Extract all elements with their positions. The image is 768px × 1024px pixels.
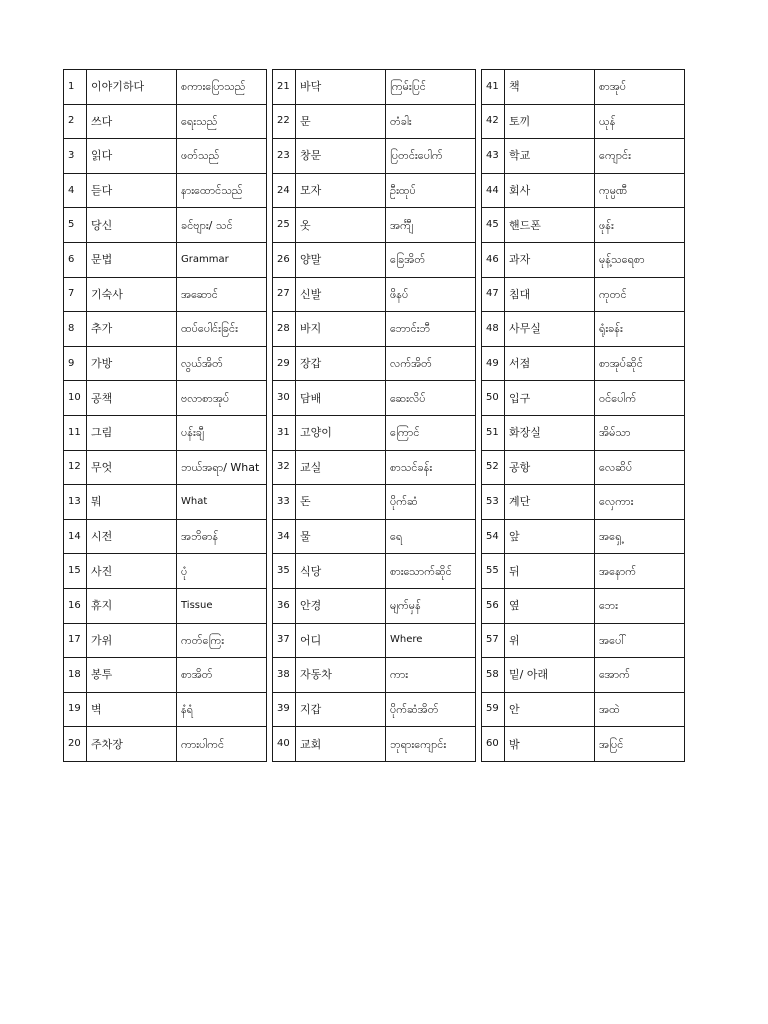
table-row bbox=[64, 381, 267, 416]
row-number: 16 bbox=[64, 588, 87, 623]
row-number: 14 bbox=[64, 519, 87, 554]
row-number: 24 bbox=[273, 173, 296, 208]
row-number: 38 bbox=[273, 658, 296, 693]
row-number: 5 bbox=[64, 208, 87, 243]
korean-word: 휴지 bbox=[87, 588, 177, 623]
myanmar-translation: အင်္ကျီ bbox=[386, 208, 476, 243]
korean-word: 당신 bbox=[87, 208, 177, 243]
korean-word: 화장실 bbox=[505, 415, 595, 450]
korean-word: 양말 bbox=[296, 242, 386, 277]
table-row bbox=[273, 519, 476, 554]
korean-word: 봉투 bbox=[87, 658, 177, 693]
korean-word: 문 bbox=[296, 104, 386, 139]
myanmar-translation: What bbox=[177, 485, 267, 520]
row-number: 58 bbox=[482, 658, 505, 693]
korean-word: 바닥 bbox=[296, 70, 386, 105]
table-row bbox=[64, 104, 267, 139]
korean-word: 사무실 bbox=[505, 312, 595, 347]
myanmar-translation: စာအုပ် bbox=[595, 70, 685, 105]
korean-word: 듣다 bbox=[87, 173, 177, 208]
table-row bbox=[273, 277, 476, 312]
row-number: 57 bbox=[482, 623, 505, 658]
row-number: 26 bbox=[273, 242, 296, 277]
myanmar-translation: ရေးသည် bbox=[177, 104, 267, 139]
table-row bbox=[273, 139, 476, 174]
korean-word: 책 bbox=[505, 70, 595, 105]
table-row bbox=[64, 139, 267, 174]
korean-word: 사진 bbox=[87, 554, 177, 589]
row-number: 10 bbox=[64, 381, 87, 416]
myanmar-translation: ပုံ bbox=[177, 554, 267, 589]
table-row bbox=[273, 242, 476, 277]
table-row bbox=[64, 519, 267, 554]
myanmar-translation: ဘေး bbox=[595, 588, 685, 623]
korean-word: 이야기하다 bbox=[87, 70, 177, 105]
row-number: 59 bbox=[482, 692, 505, 727]
row-number: 28 bbox=[273, 312, 296, 347]
korean-word: 벽 bbox=[87, 692, 177, 727]
myanmar-translation: နားထောင်သည် bbox=[177, 173, 267, 208]
korean-word: 계단 bbox=[505, 485, 595, 520]
myanmar-translation: ပိုက်ဆံအိတ် bbox=[386, 692, 476, 727]
myanmar-translation: ဖတ်သည် bbox=[177, 139, 267, 174]
row-number: 55 bbox=[482, 554, 505, 589]
row-number: 41 bbox=[482, 70, 505, 105]
myanmar-translation: အနောက် bbox=[595, 554, 685, 589]
korean-word: 교실 bbox=[296, 450, 386, 485]
korean-word: 옆 bbox=[505, 588, 595, 623]
table-row bbox=[482, 692, 685, 727]
korean-word: 돈 bbox=[296, 485, 386, 520]
myanmar-translation: ဆေးလိပ် bbox=[386, 381, 476, 416]
row-number: 46 bbox=[482, 242, 505, 277]
myanmar-translation: ကတ်ကြေး bbox=[177, 623, 267, 658]
myanmar-translation: ထပ်ပေါင်းခြင်း bbox=[177, 312, 267, 347]
table-row bbox=[273, 173, 476, 208]
row-number: 35 bbox=[273, 554, 296, 589]
row-number: 11 bbox=[64, 415, 87, 450]
myanmar-translation: အဆောင် bbox=[177, 277, 267, 312]
table-row bbox=[482, 381, 685, 416]
table-row bbox=[482, 519, 685, 554]
table-row bbox=[482, 450, 685, 485]
myanmar-translation: ဘယ်အရာ/ What bbox=[177, 450, 267, 485]
korean-word: 뭐 bbox=[87, 485, 177, 520]
table-row bbox=[273, 727, 476, 762]
myanmar-translation: ကား bbox=[386, 658, 476, 693]
table-row bbox=[273, 485, 476, 520]
table-row bbox=[482, 346, 685, 381]
korean-word: 읽다 bbox=[87, 139, 177, 174]
row-number: 49 bbox=[482, 346, 505, 381]
korean-word: 추가 bbox=[87, 312, 177, 347]
table-row bbox=[482, 485, 685, 520]
myanmar-translation: တံခါး bbox=[386, 104, 476, 139]
table-row bbox=[273, 346, 476, 381]
table-row bbox=[64, 727, 267, 762]
table-row bbox=[273, 208, 476, 243]
table-row bbox=[482, 588, 685, 623]
table-row bbox=[273, 692, 476, 727]
korean-word: 안 bbox=[505, 692, 595, 727]
myanmar-translation: ကြောင် bbox=[386, 415, 476, 450]
row-number: 1 bbox=[64, 70, 87, 105]
table-row bbox=[64, 312, 267, 347]
table-row bbox=[64, 173, 267, 208]
korean-word: 바지 bbox=[296, 312, 386, 347]
row-number: 42 bbox=[482, 104, 505, 139]
korean-word: 안경 bbox=[296, 588, 386, 623]
table-row bbox=[273, 70, 476, 105]
table-row bbox=[64, 554, 267, 589]
korean-word: 문법 bbox=[87, 242, 177, 277]
myanmar-translation: Tissue bbox=[177, 588, 267, 623]
korean-word: 옷 bbox=[296, 208, 386, 243]
myanmar-translation: စားသောက်ဆိုင် bbox=[386, 554, 476, 589]
table-row bbox=[482, 277, 685, 312]
row-number: 3 bbox=[64, 139, 87, 174]
myanmar-translation: ဗလာစာအုပ် bbox=[177, 381, 267, 416]
row-number: 32 bbox=[273, 450, 296, 485]
row-number: 8 bbox=[64, 312, 87, 347]
myanmar-translation: ခင်ဗျား/ သင် bbox=[177, 208, 267, 243]
korean-word: 무엇 bbox=[87, 450, 177, 485]
table-row bbox=[64, 485, 267, 520]
row-number: 43 bbox=[482, 139, 505, 174]
korean-word: 시전 bbox=[87, 519, 177, 554]
row-number: 19 bbox=[64, 692, 87, 727]
myanmar-translation: ဘောင်းဘီ bbox=[386, 312, 476, 347]
korean-word: 가방 bbox=[87, 346, 177, 381]
myanmar-translation: စာအိတ် bbox=[177, 658, 267, 693]
myanmar-translation: အပြင် bbox=[595, 727, 685, 762]
table-row bbox=[482, 139, 685, 174]
row-number: 51 bbox=[482, 415, 505, 450]
table-row bbox=[64, 346, 267, 381]
myanmar-translation: ကျောင်း bbox=[595, 139, 685, 174]
row-number: 56 bbox=[482, 588, 505, 623]
row-number: 27 bbox=[273, 277, 296, 312]
korean-word: 창문 bbox=[296, 139, 386, 174]
table-row bbox=[273, 658, 476, 693]
korean-word: 토끼 bbox=[505, 104, 595, 139]
korean-word: 고양이 bbox=[296, 415, 386, 450]
table-row bbox=[273, 554, 476, 589]
myanmar-translation: မုန့်သရေစာ bbox=[595, 242, 685, 277]
row-number: 53 bbox=[482, 485, 505, 520]
table-row bbox=[482, 208, 685, 243]
row-number: 15 bbox=[64, 554, 87, 589]
korean-word: 장갑 bbox=[296, 346, 386, 381]
korean-word: 서점 bbox=[505, 346, 595, 381]
vocab-table-1 bbox=[63, 69, 267, 762]
table-row bbox=[64, 242, 267, 277]
myanmar-translation: Where bbox=[386, 623, 476, 658]
row-number: 60 bbox=[482, 727, 505, 762]
row-number: 12 bbox=[64, 450, 87, 485]
table-row bbox=[482, 623, 685, 658]
myanmar-translation: နံရံ bbox=[177, 692, 267, 727]
table-row bbox=[273, 312, 476, 347]
korean-word: 입구 bbox=[505, 381, 595, 416]
table-row bbox=[64, 450, 267, 485]
myanmar-translation: ကုတင် bbox=[595, 277, 685, 312]
row-number: 54 bbox=[482, 519, 505, 554]
korean-word: 주차장 bbox=[87, 727, 177, 762]
myanmar-translation: အထဲ bbox=[595, 692, 685, 727]
vocab-table-2 bbox=[272, 69, 476, 762]
myanmar-translation: အောက် bbox=[595, 658, 685, 693]
myanmar-translation: မျက်မှန် bbox=[386, 588, 476, 623]
table-row bbox=[273, 450, 476, 485]
myanmar-translation: ပိုက်ဆံ bbox=[386, 485, 476, 520]
myanmar-translation: ရေ bbox=[386, 519, 476, 554]
myanmar-translation: ဘုရားကျောင်း bbox=[386, 727, 476, 762]
row-number: 48 bbox=[482, 312, 505, 347]
row-number: 6 bbox=[64, 242, 87, 277]
myanmar-translation: ကြမ်းပြင် bbox=[386, 70, 476, 105]
korean-word: 침대 bbox=[505, 277, 595, 312]
korean-word: 위 bbox=[505, 623, 595, 658]
korean-word: 가위 bbox=[87, 623, 177, 658]
korean-word: 교회 bbox=[296, 727, 386, 762]
myanmar-translation: အိမ်သာ bbox=[595, 415, 685, 450]
myanmar-translation: လေဆိပ် bbox=[595, 450, 685, 485]
row-number: 9 bbox=[64, 346, 87, 381]
table-row bbox=[482, 104, 685, 139]
row-number: 13 bbox=[64, 485, 87, 520]
row-number: 30 bbox=[273, 381, 296, 416]
korean-word: 뒤 bbox=[505, 554, 595, 589]
table-row bbox=[64, 70, 267, 105]
table-row bbox=[273, 415, 476, 450]
myanmar-translation: ဝင်ပေါက် bbox=[595, 381, 685, 416]
table-row bbox=[482, 242, 685, 277]
row-number: 40 bbox=[273, 727, 296, 762]
row-number: 47 bbox=[482, 277, 505, 312]
table-row bbox=[273, 104, 476, 139]
table-row bbox=[482, 658, 685, 693]
korean-word: 그림 bbox=[87, 415, 177, 450]
row-number: 34 bbox=[273, 519, 296, 554]
myanmar-translation: လှေကား bbox=[595, 485, 685, 520]
myanmar-translation: လက်အိတ် bbox=[386, 346, 476, 381]
korean-word: 쓰다 bbox=[87, 104, 177, 139]
row-number: 20 bbox=[64, 727, 87, 762]
row-number: 52 bbox=[482, 450, 505, 485]
row-number: 33 bbox=[273, 485, 296, 520]
korean-word: 과자 bbox=[505, 242, 595, 277]
row-number: 39 bbox=[273, 692, 296, 727]
myanmar-translation: အဘိဓာန် bbox=[177, 519, 267, 554]
table-row bbox=[482, 70, 685, 105]
myanmar-translation: အပေါ် bbox=[595, 623, 685, 658]
table-row bbox=[273, 588, 476, 623]
table-row bbox=[64, 277, 267, 312]
korean-word: 지갑 bbox=[296, 692, 386, 727]
row-number: 25 bbox=[273, 208, 296, 243]
myanmar-translation: ယုန် bbox=[595, 104, 685, 139]
korean-word: 공책 bbox=[87, 381, 177, 416]
table-row bbox=[482, 415, 685, 450]
table-row bbox=[482, 727, 685, 762]
vocabulary-tables bbox=[63, 69, 685, 762]
row-number: 31 bbox=[273, 415, 296, 450]
table-row bbox=[64, 415, 267, 450]
table-row bbox=[64, 588, 267, 623]
row-number: 44 bbox=[482, 173, 505, 208]
row-number: 18 bbox=[64, 658, 87, 693]
korean-word: 앞 bbox=[505, 519, 595, 554]
table-row bbox=[482, 173, 685, 208]
row-number: 22 bbox=[273, 104, 296, 139]
myanmar-translation: စကားပြောသည် bbox=[177, 70, 267, 105]
table-row bbox=[64, 658, 267, 693]
korean-word: 담배 bbox=[296, 381, 386, 416]
table-row bbox=[273, 623, 476, 658]
row-number: 23 bbox=[273, 139, 296, 174]
korean-word: 공항 bbox=[505, 450, 595, 485]
myanmar-translation: Grammar bbox=[177, 242, 267, 277]
table-row bbox=[64, 623, 267, 658]
row-number: 36 bbox=[273, 588, 296, 623]
table-row bbox=[482, 554, 685, 589]
row-number: 17 bbox=[64, 623, 87, 658]
korean-word: 핸드폰 bbox=[505, 208, 595, 243]
table-row bbox=[64, 692, 267, 727]
korean-word: 어디 bbox=[296, 623, 386, 658]
myanmar-translation: ပန်းချီ bbox=[177, 415, 267, 450]
row-number: 50 bbox=[482, 381, 505, 416]
row-number: 4 bbox=[64, 173, 87, 208]
korean-word: 모자 bbox=[296, 173, 386, 208]
myanmar-translation: ခြေအိတ် bbox=[386, 242, 476, 277]
row-number: 37 bbox=[273, 623, 296, 658]
vocab-table-3 bbox=[481, 69, 685, 762]
myanmar-translation: ရုံးခန်း bbox=[595, 312, 685, 347]
row-number: 21 bbox=[273, 70, 296, 105]
row-number: 29 bbox=[273, 346, 296, 381]
row-number: 45 bbox=[482, 208, 505, 243]
myanmar-translation: ပြတင်းပေါက် bbox=[386, 139, 476, 174]
row-number: 2 bbox=[64, 104, 87, 139]
myanmar-translation: ဖုန်း bbox=[595, 208, 685, 243]
row-number: 7 bbox=[64, 277, 87, 312]
korean-word: 회사 bbox=[505, 173, 595, 208]
myanmar-translation: ကုမ္ပဏီ bbox=[595, 173, 685, 208]
table-row bbox=[64, 208, 267, 243]
myanmar-translation: စာသင်ခန်း bbox=[386, 450, 476, 485]
myanmar-translation: ကားပါကင် bbox=[177, 727, 267, 762]
korean-word: 물 bbox=[296, 519, 386, 554]
korean-word: 식당 bbox=[296, 554, 386, 589]
korean-word: 자동차 bbox=[296, 658, 386, 693]
korean-word: 밖 bbox=[505, 727, 595, 762]
korean-word: 기숙사 bbox=[87, 277, 177, 312]
table-row bbox=[482, 312, 685, 347]
myanmar-translation: ဦးထုပ် bbox=[386, 173, 476, 208]
myanmar-translation: ဖိနပ် bbox=[386, 277, 476, 312]
table-row bbox=[273, 381, 476, 416]
korean-word: 학교 bbox=[505, 139, 595, 174]
myanmar-translation: အရှေ့ bbox=[595, 519, 685, 554]
myanmar-translation: စာအုပ်ဆိုင် bbox=[595, 346, 685, 381]
myanmar-translation: လွယ်အိတ် bbox=[177, 346, 267, 381]
korean-word: 밑/ 아래 bbox=[505, 658, 595, 693]
korean-word: 신발 bbox=[296, 277, 386, 312]
